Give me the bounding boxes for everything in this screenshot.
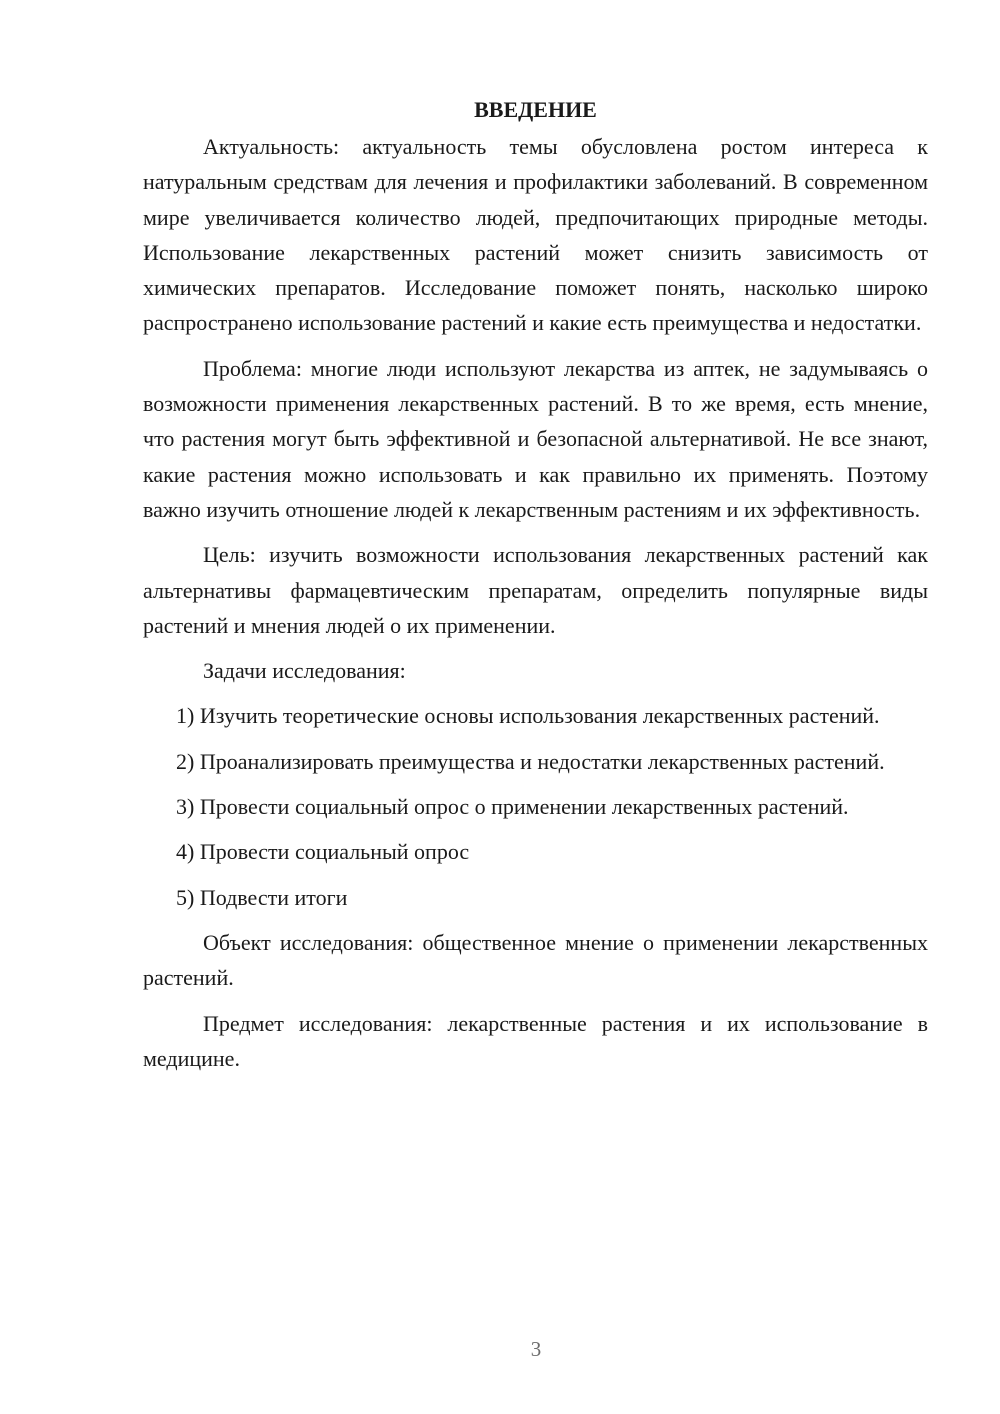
task-item-1: 1) Изучить теоретические основы использования лекарственных растений. bbox=[176, 703, 880, 729]
problem-paragraph: Проблема: многие люди используют лекарства из аптек, не задумываясь о возможности применения лекарственных растений. В то же время, есть мнение, что растения могут быть эффективной и безопасной альтернативой. Не все знают, какие растения можно использовать и как правильно их применять. Поэтому важно изучить отношение людей к лекарственным растениям и их эффективность. bbox=[143, 355, 928, 522]
section-heading: ВВЕДЕНИЕ bbox=[474, 97, 597, 122]
tasks-title: Задачи исследования: bbox=[203, 658, 406, 684]
task-item-3: 3) Провести социальный опрос о применении лекарственных растений. bbox=[176, 794, 849, 820]
task-item-2: 2) Проанализировать преимущества и недостатки лекарственных растений. bbox=[176, 748, 885, 774]
task-item-5: 5) Подвести итоги bbox=[176, 884, 348, 910]
task-item-4: 4) Провести социальный опрос bbox=[176, 839, 470, 865]
page-number: 3 bbox=[530, 1337, 542, 1361]
relevance-paragraph: Актуальность: актуальность темы обусловлена ростом интереса к натуральным средствам для лечения и профилактики заболеваний. В современном мире увеличивается количество людей, предпочитающих природные методы. Использование лекарственных растений может снизить зависимость от химических препаратов. Исследование поможет понять, насколько широко распространено использование растений и какие есть преимущества и недостатки. bbox=[143, 134, 928, 336]
goal-paragraph: Цель: изучить возможности использования лекарственных растений как альтернативы фармацевтическим препаратам, определить популярные виды растений и мнения людей о их применении. bbox=[143, 542, 928, 638]
subject-paragraph: Предмет исследования: лекарственные растения и их использование в медицине. bbox=[143, 1010, 928, 1071]
object-paragraph: Объект исследования: общественное мнение о применении лекарственных растений. bbox=[143, 929, 928, 991]
page-content bbox=[143, 92, 928, 1076]
